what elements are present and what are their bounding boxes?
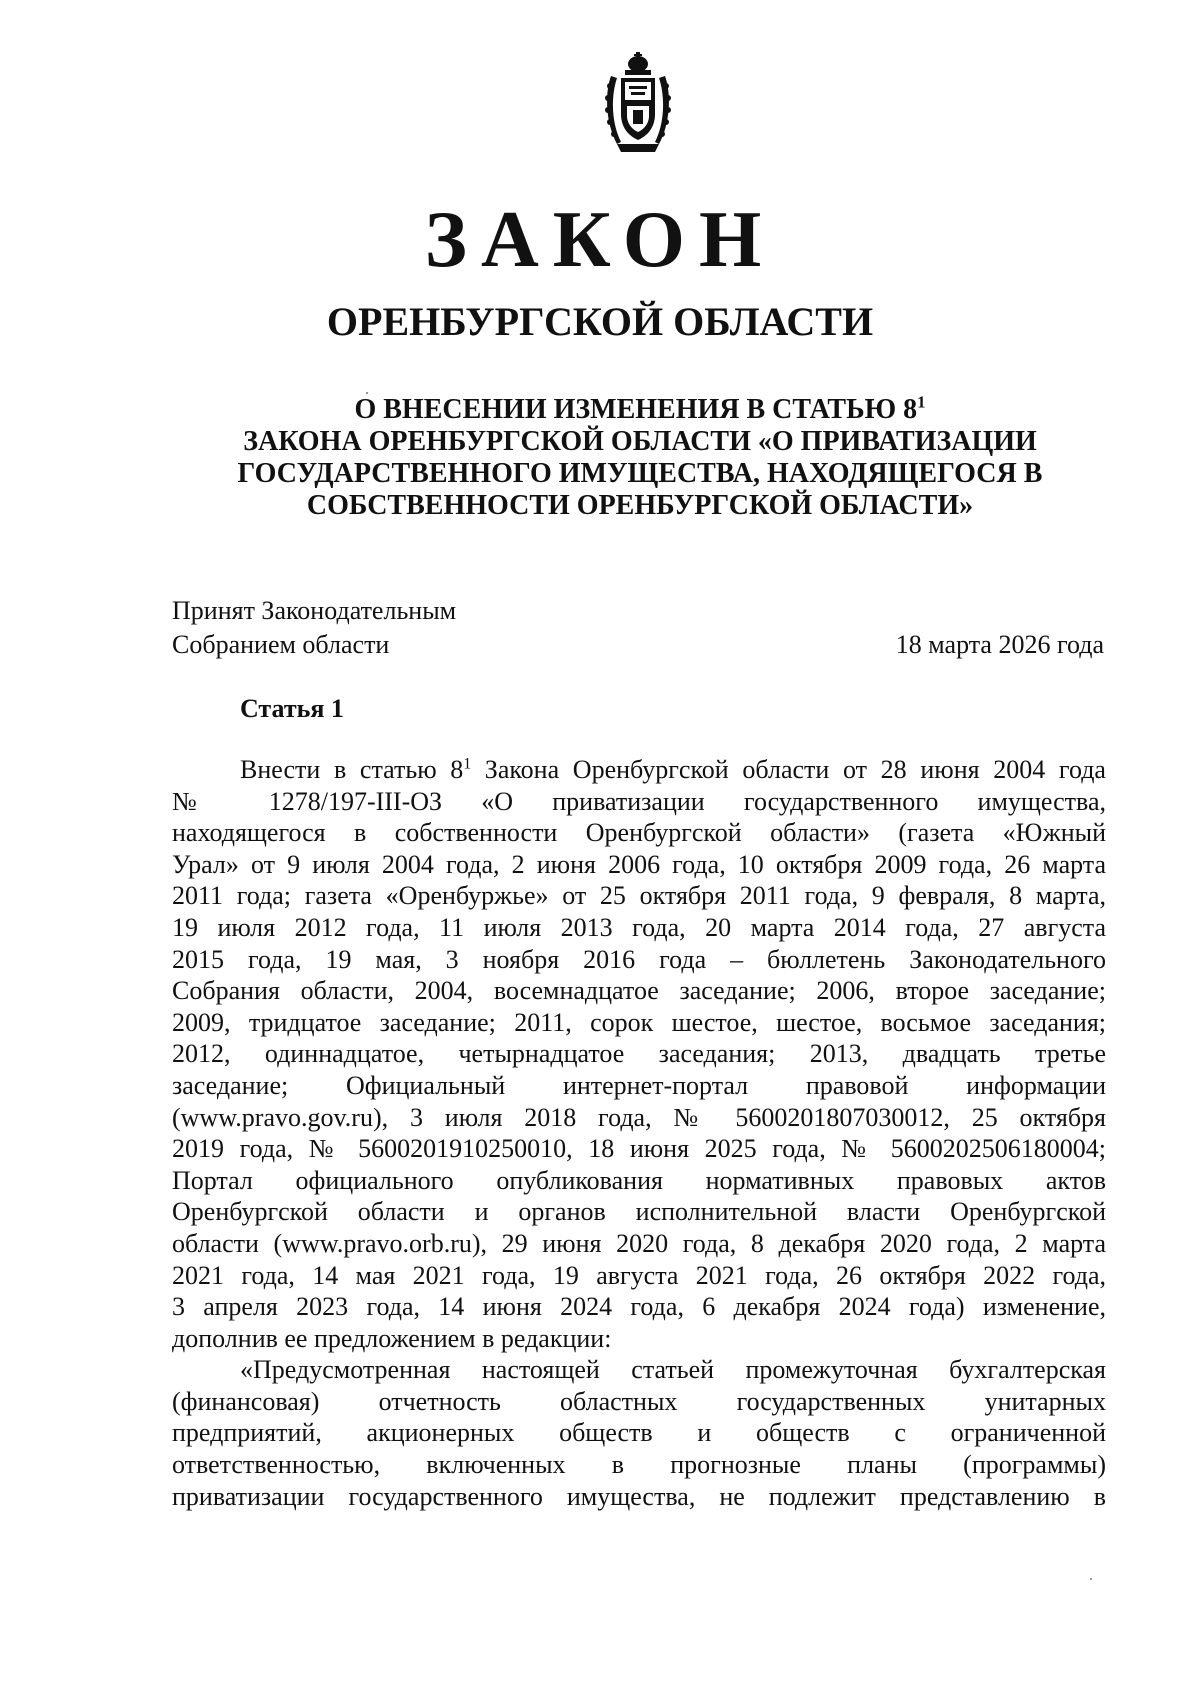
article-heading: Статья 1 [240,694,344,723]
body-line: 2019 года, № 5600201910250010, 18 июня 2025 года, № 5600202506180004; [172,1134,1106,1164]
subject-line-2: ЗАКОНА ОРЕНБУРГСКОЙ ОБЛАСТИ «О ПРИВАТИЗАЦИИ [243,426,1037,457]
body-line: 2011 года; газета «Оренбуржье» от 25 октября 2011 года, 9 февраля, 8 марта, [172,881,1106,911]
law-subject [150,394,1130,522]
quote-line: (финансовая) отчетность областных государственных унитарных [172,1386,1106,1416]
adoption-note [172,594,456,662]
subject-superscript: 1 [917,392,926,412]
region-title: ОРЕНБУРГСКОЙ ОБЛАСТИ [326,299,874,344]
body-line: 2015 года, 19 мая, 3 ноября 2016 года – бюллетень Законодательного [172,944,1106,974]
subject-line-3: ГОСУДАРСТВЕННОГО ИМУЩЕСТВА, НАХОДЯЩЕГОСЯ В [237,458,1043,489]
body-line: 2021 года, 14 мая 2021 года, 19 августа 2021 года, 26 октября 2022 года, [172,1260,1106,1290]
subject-line-4: СОБСТВЕННОСТИ ОРЕНБУРГСКОЙ ОБЛАСТИ» [306,490,974,521]
body-line: Собрания области, 2004, восемнадцатое заседание; 2006, второе заседание; [172,976,1106,1006]
scan-speck [1090,1578,1092,1580]
body-line: области (www.pravo.orb.ru), 29 июня 2020 года, 8 декабря 2020 года, 2 марта [172,1228,1106,1258]
body-line: Оренбургской области и органов исполнительной власти Оренбургской [172,1197,1106,1227]
article-body [172,754,1106,1512]
coat-of-arms-emblem [603,52,673,154]
body-line: 19 июля 2012 года, 11 июля 2013 года, 20 марта 2014 года, 27 августа [172,912,1106,942]
body-line: заседание; Официальный интернет-портал правовой информации [172,1070,1106,1100]
quote-line: «Предусмотренная настоящей статьей промежуточная бухгалтерская [240,1355,1106,1385]
body-line: 3 апреля 2023 года, 14 июня 2024 года, 6 декабря 2024 года) изменение, [172,1292,1106,1322]
body-line: (www.pravo.gov.ru), 3 июля 2018 года, № 5600201807030012, 25 октября [172,1102,1106,1132]
body-line: Урал» от 9 июля 2004 года, 2 июня 2006 года, 10 октября 2009 года, 26 марта [172,849,1106,879]
body-line: № 1278/197-III-ОЗ «О приватизации государственного имущества, [172,786,1106,816]
subject-line-1: О ВНЕСЕНИИ ИЗМЕНЕНИЯ В СТАТЬЮ $8^1$ [354,392,926,425]
quote-line: приватизации государственного имущества, не подлежит представлению в [172,1481,1106,1511]
quote-line: предприятий, акционерных обществ и обществ с ограниченной [172,1418,1106,1448]
quote-line: ответственностью, включенных в прогнозные планы (программы) [172,1450,1106,1480]
body-line: дополнив ее предложением в редакции: [172,1323,612,1353]
adoption-date: 18 марта 2026 года [895,630,1104,659]
body-line: 2012, одиннадцатое, четырнадцатое заседания; 2013, двадцать третье [172,1039,1106,1069]
document-title: ЗАКОН [424,196,776,284]
body-line: 2009, тридцатое заседание; 2011, сорок шестое, шестое, восьмое заседания; [172,1007,1106,1037]
adoption-line-1: Принят Законодательным [172,596,457,625]
scan-speck [366,392,368,394]
body-line: Портал официального опубликования нормативных правовых актов [172,1165,1106,1195]
body-line-first: Внести в статью $8^1$ Закона Оренбургской области от 28 июня 2004 года [240,755,1106,784]
body-line: находящегося в собственности Оренбургской области» (газета «Южный [172,818,1106,848]
adoption-line-2: Собранием области [172,630,390,659]
